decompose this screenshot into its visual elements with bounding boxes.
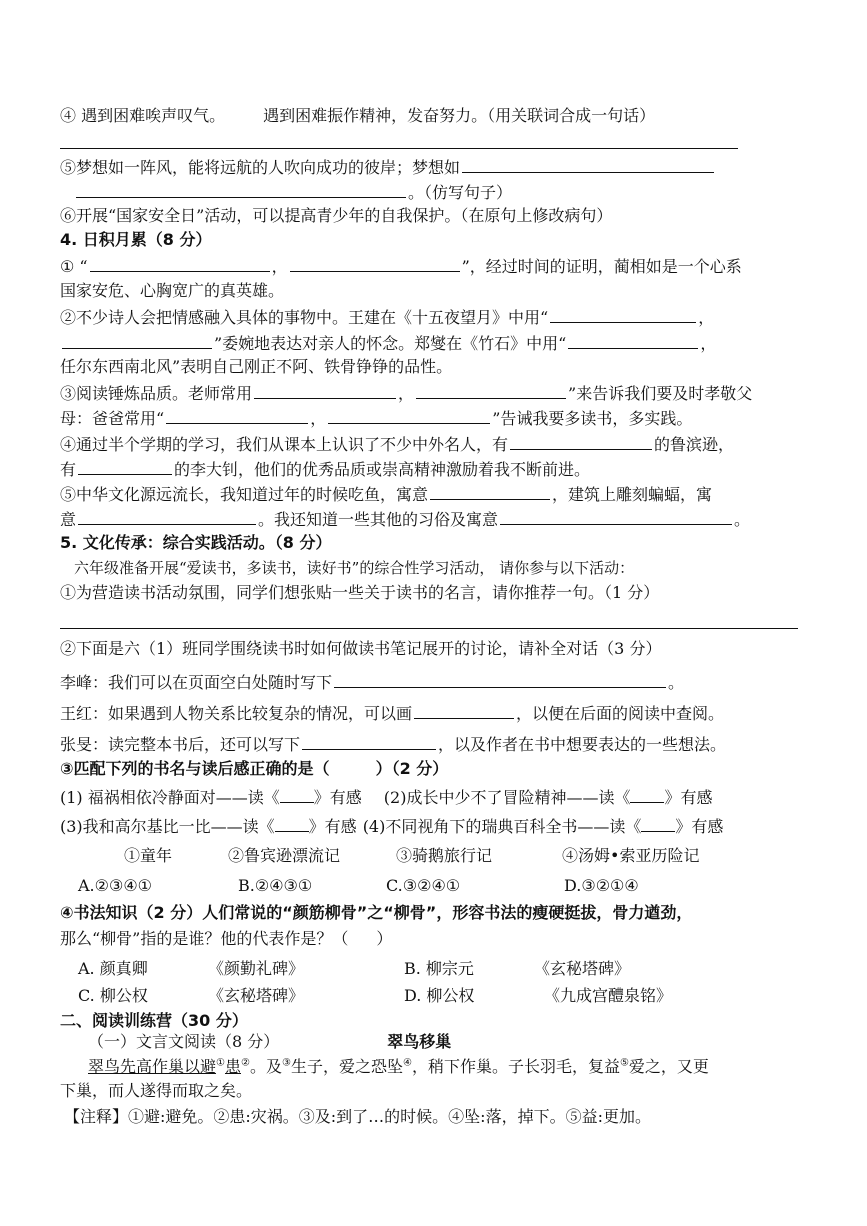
q5-cal-b-work: 《玄秘塔碑》 bbox=[534, 959, 631, 978]
q5-cal-c-work: 《玄秘塔碑》 bbox=[208, 986, 305, 1005]
q4-l9-a: 有 bbox=[60, 460, 77, 479]
passage-underlined-2: 患 bbox=[224, 1057, 241, 1076]
note-ref-3: ③ bbox=[281, 1057, 291, 1069]
passage-line-2: 下巢，而人遂得而取之矣。 bbox=[60, 1081, 253, 1100]
q5-s3 bbox=[60, 758, 807, 782]
q4-blank-11[interactable] bbox=[78, 457, 172, 475]
q5-choice-c[interactable]: C.③②④① bbox=[386, 876, 461, 895]
q5-choice-a[interactable]: A.②③④① bbox=[78, 876, 153, 895]
q4-blank-2[interactable] bbox=[290, 254, 460, 272]
q4-line11 bbox=[60, 507, 807, 531]
q4-blank-14[interactable] bbox=[500, 507, 732, 525]
q5-book-1: ①童年 bbox=[124, 846, 173, 865]
passage-title: 翠鸟移巢 bbox=[387, 1032, 452, 1051]
q5-cal-d-name: D. 柳公权 bbox=[404, 986, 475, 1005]
q5-cal-a-work: 《颜勤礼碑》 bbox=[208, 959, 305, 978]
q4-l4-a: ”委婉地表达对亲人的怀念。郑燮在《竹石》中用“ bbox=[214, 334, 567, 353]
note-ref-4: ④ bbox=[402, 1057, 412, 1069]
q4-l11-b: 。我还知道一些其他的习俗及寓意 bbox=[258, 510, 499, 529]
q4-l1-c: ”，经过时间的证明，蔺相如是一个心系 bbox=[461, 257, 742, 276]
q4-blank-13[interactable] bbox=[78, 507, 256, 525]
q5-dialog-2 bbox=[60, 701, 807, 725]
passage-line-1 bbox=[88, 1056, 807, 1080]
q4-line5: 任尔东西南北风”表明自己刚正不阿、铁骨铮铮的品性。 bbox=[60, 357, 453, 376]
q4-l1-b: ， bbox=[271, 257, 288, 276]
q4-l6-c: ”来告诉我们要及时孝敬父 bbox=[568, 384, 753, 403]
q5-cal-option-d[interactable] bbox=[404, 985, 474, 1007]
q3-item5 bbox=[60, 155, 807, 179]
q5-d2-b: ，以便在后面的阅读中查阅。 bbox=[516, 704, 725, 723]
q3-item6-text: ⑥开展“国家安全日”活动，可以提高青少年的自我保护。（在原句上修改病句） bbox=[60, 206, 613, 225]
q4-l10-a: ⑤中华文化源远流长，我知道过年的时候吃鱼，寓意 bbox=[60, 485, 429, 504]
q5-m3-a: (3)我和高尔基比一比——读《 bbox=[60, 817, 275, 836]
q5-s4-text: ④书法知识（2 分）人们常说的“颜筋柳骨”之“柳骨”，形容书法的瘦硬挺拔，骨力遒劲， bbox=[60, 903, 693, 922]
q5-s4-l2-a: 那么“柳骨”指的是谁？他的代表作是？（ bbox=[60, 929, 349, 948]
q4-line9 bbox=[60, 457, 807, 481]
q4-blank-1[interactable] bbox=[90, 254, 270, 272]
q4-blank-6[interactable] bbox=[254, 381, 396, 399]
q4-l3-b: ， bbox=[698, 308, 715, 327]
note-ref-2: ② bbox=[241, 1057, 250, 1069]
q5-cal-option-c[interactable] bbox=[78, 985, 148, 1007]
q3-item4-answer-line[interactable] bbox=[60, 148, 738, 149]
q5-cal-c-name: C. 柳公权 bbox=[78, 986, 148, 1005]
q5-choice-b[interactable]: B.②④③① bbox=[238, 876, 313, 895]
part2-subheading-row bbox=[60, 1031, 807, 1055]
q5-match-row-2 bbox=[60, 815, 807, 839]
q4-line8 bbox=[60, 432, 807, 456]
q3-item4-sentence-b: 遇到困难振作精神，发奋努力。（用关联词合成一句话） bbox=[263, 106, 656, 125]
passage-seg-d: 爱之，又更 bbox=[628, 1057, 709, 1076]
q5-m2-a: (2)成长中少不了冒险精神——读《 bbox=[383, 788, 631, 807]
q3-item4 bbox=[60, 105, 807, 129]
q4-l7-b: ， bbox=[310, 409, 327, 428]
q4-blank-4[interactable] bbox=[62, 331, 212, 349]
q5-book-4: ④汤姆•索亚历险记 bbox=[562, 846, 700, 865]
q4-line7 bbox=[60, 406, 807, 430]
q4-l10-b: ，建筑上雕刻蝙蝠，寓 bbox=[552, 485, 713, 504]
q5-s4-line1 bbox=[60, 902, 807, 926]
q5-s3-b: ）（2 分） bbox=[375, 759, 449, 778]
q4-l1-a: ① “ bbox=[60, 257, 88, 276]
q5-intro: 六年级准备开展“爱读书，多读书，读好书”的综合性学习活动， 请你参与以下活动： bbox=[74, 559, 635, 577]
q5-title: 5. 文化传承：综合实践活动。（8 分） bbox=[60, 533, 332, 552]
q5-cal-option-a[interactable] bbox=[78, 958, 148, 980]
q4-l11-c: 。 bbox=[734, 510, 751, 529]
q5-m4-a: (4)不同视角下的瑞典百科全书——读《 bbox=[362, 817, 642, 836]
q4-l4-b: ， bbox=[700, 334, 717, 353]
passage-seg-c: ，稍下作巢。子长羽毛，复益 bbox=[411, 1057, 620, 1076]
q4-blank-10[interactable] bbox=[510, 432, 652, 450]
q4-blank-8[interactable] bbox=[166, 406, 308, 424]
q4-l6-b: ， bbox=[398, 384, 415, 403]
q5-m2-b: 》有感 bbox=[664, 788, 713, 807]
passage-seg-a: 。及 bbox=[249, 1057, 282, 1076]
q5-blank-d2[interactable] bbox=[414, 701, 514, 719]
q5-cal-option-b[interactable] bbox=[404, 958, 474, 980]
q4-line10 bbox=[60, 482, 807, 506]
q5-m2-blank[interactable] bbox=[630, 786, 664, 803]
q5-d1-b: 。 bbox=[668, 673, 685, 692]
q4-title: 4. 日积月累（8 分） bbox=[60, 230, 212, 249]
q5-m1-a: (1) 福祸相依冷静面对——读《 bbox=[60, 788, 280, 807]
q5-d1-a: 李峰：我们可以在页面空白处随时写下 bbox=[60, 673, 333, 692]
q5-blank-d3[interactable] bbox=[302, 732, 436, 750]
q4-l3-a: ②不少诗人会把情感融入具体的事物中。王建在《十五夜望月》中用“ bbox=[60, 308, 549, 327]
q5-d3-a: 张旻：读完整本书后，还可以写下 bbox=[60, 735, 301, 754]
q5-s1: ①为营造读书活动氛围，同学们想张贴一些关于读书的名言，请你推荐一句。（1 分） bbox=[60, 583, 660, 602]
q4-l8-b: 的鲁滨逊， bbox=[654, 435, 735, 454]
q4-blank-7[interactable] bbox=[416, 381, 566, 399]
passage-underlined-1: 翠鸟先高作巢以避 bbox=[88, 1057, 217, 1076]
q4-blank-9[interactable] bbox=[328, 406, 490, 424]
passage-seg-b: 生子，爱之恐坠 bbox=[290, 1057, 403, 1076]
part2-subtitle: （一）文言文阅读（8 分） bbox=[88, 1032, 280, 1051]
q5-cal-d-work: 《九成宫醴泉铭》 bbox=[544, 986, 673, 1005]
q4-blank-3[interactable] bbox=[550, 305, 696, 323]
q5-dialog-3 bbox=[60, 732, 807, 756]
q5-m4-blank[interactable] bbox=[641, 815, 675, 832]
q4-l8-a: ④通过半个学期的学习，我们从课本上认识了不少中外名人，有 bbox=[60, 435, 509, 454]
note-ref-1: ① bbox=[216, 1057, 225, 1069]
q4-line1 bbox=[60, 254, 807, 278]
q5-m3-blank[interactable] bbox=[275, 815, 309, 832]
passage-notes: 【注释】①避:避免。②患:灾祸。③及:到了…的时候。④坠:落，掉下。⑤益:更加。 bbox=[64, 1107, 651, 1126]
q4-l9-b: 的李大钊，他们的优秀品质或崇高精神激励着我不断前进。 bbox=[174, 460, 591, 479]
q5-d2-a: 王红：如果遇到人物关系比较复杂的情况，可以画 bbox=[60, 704, 413, 723]
q4-l7-a: 母：爸爸常用“ bbox=[60, 409, 165, 428]
q3-item5-text: ⑤梦想如一阵风，能将远航的人吹向成功的彼岸；梦想如 bbox=[60, 158, 461, 177]
q5-match-row-1 bbox=[60, 786, 807, 810]
q5-cal-a-name: A. 颜真卿 bbox=[78, 959, 148, 978]
q3-item4-sentence-a: ④ 遇到困难唉声叹气。 bbox=[60, 106, 226, 125]
q3-item5-note: 。（仿写句子） bbox=[408, 183, 513, 202]
q4-line4 bbox=[60, 331, 807, 355]
q5-s3-a: ③匹配下列的书名与读后感正确的是（ bbox=[60, 759, 330, 778]
q5-m3-b: 》有感 bbox=[308, 817, 357, 836]
q4-l6-a: ③阅读锤炼品质。老师常用 bbox=[60, 384, 253, 403]
q4-blank-5[interactable] bbox=[568, 331, 698, 349]
q5-book-2: ②鲁宾逊漂流记 bbox=[228, 846, 341, 865]
q5-choice-d[interactable]: D.③②①④ bbox=[564, 876, 639, 895]
q5-blank-d1[interactable] bbox=[334, 670, 666, 688]
q3-item5-blank-1[interactable] bbox=[462, 155, 714, 173]
q4-blank-12[interactable] bbox=[430, 482, 550, 500]
q5-book-3: ③骑鹅旅行记 bbox=[396, 846, 493, 865]
q3-item5-blank-2[interactable] bbox=[76, 180, 406, 198]
q3-item5-cont bbox=[60, 180, 807, 204]
q4-line2: 国家安危、心胸宽广的真英雄。 bbox=[60, 281, 285, 300]
q5-s2: ②下面是六（1）班同学围绕读书时如何做读书笔记展开的讨论，请补全对话（3 分） bbox=[60, 639, 662, 658]
q5-s4-line2 bbox=[60, 928, 807, 952]
q5-cal-b-name: B. 柳宗元 bbox=[404, 959, 474, 978]
note-ref-5: ⑤ bbox=[619, 1057, 629, 1069]
q5-m1-b: 》有感 bbox=[313, 788, 362, 807]
q5-m1-blank[interactable] bbox=[280, 786, 314, 803]
q5-s1-answer-line[interactable] bbox=[60, 628, 798, 629]
q5-s4-l2-b: ） bbox=[376, 929, 393, 948]
q5-m4-b: 》有感 bbox=[675, 817, 724, 836]
part2-title: 二、阅读训练营（30 分） bbox=[60, 1011, 248, 1030]
q4-l7-c: ”告诫我要多读书，多实践。 bbox=[492, 409, 693, 428]
q4-l11-a: 意 bbox=[60, 510, 77, 529]
q4-line3 bbox=[60, 305, 807, 329]
q4-line6 bbox=[60, 381, 807, 405]
q5-d3-b: ，以及作者在书中想要表达的一些想法。 bbox=[438, 735, 727, 754]
q5-dialog-1 bbox=[60, 670, 807, 694]
q3-item6 bbox=[60, 205, 807, 229]
